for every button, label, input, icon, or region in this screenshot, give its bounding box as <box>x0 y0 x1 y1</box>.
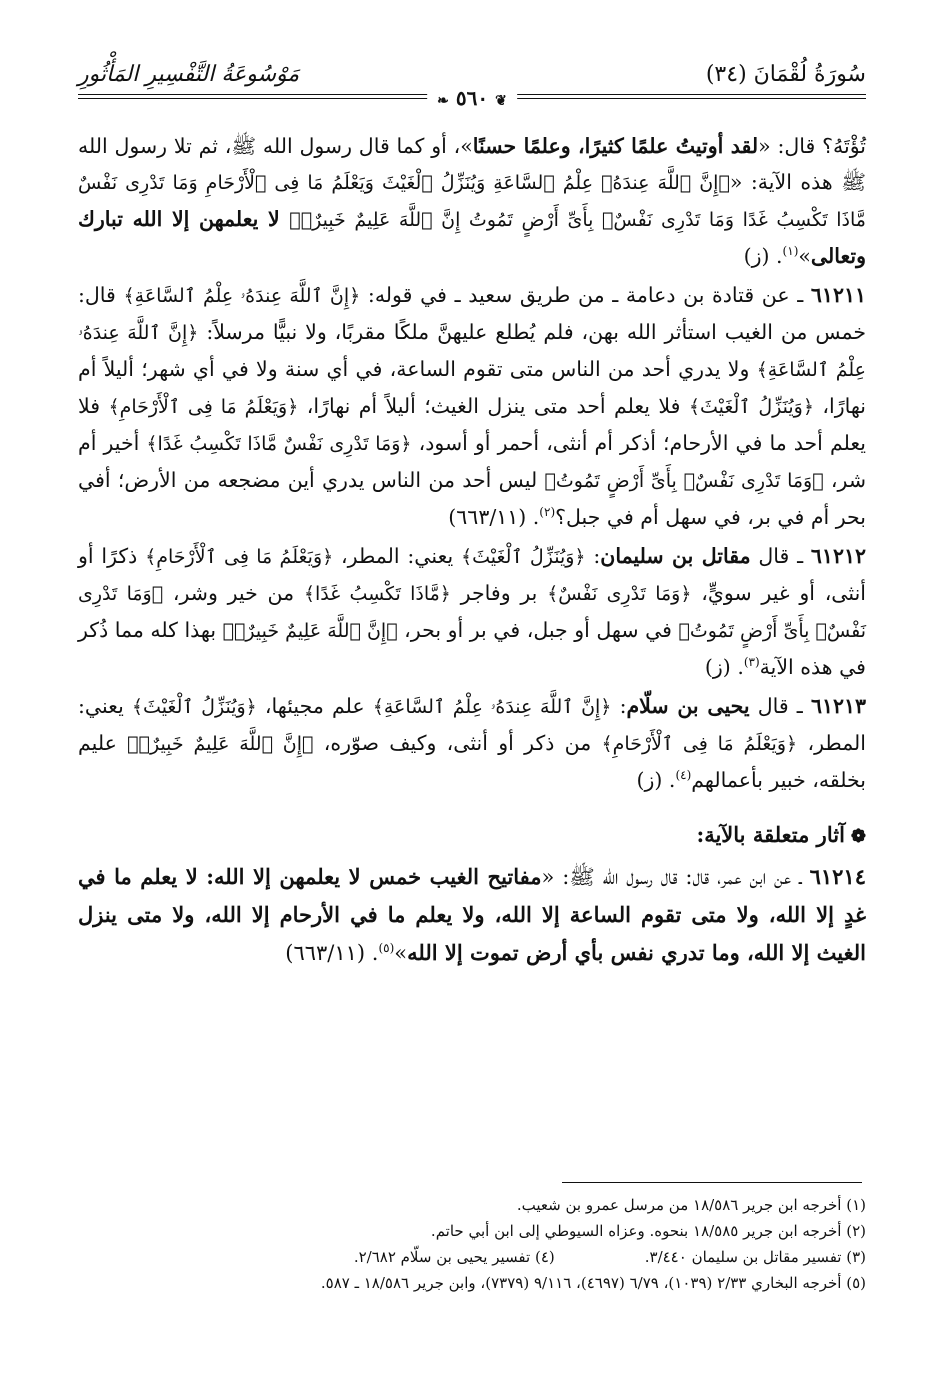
flower-icon: ❁ <box>850 826 866 847</box>
footnote-ref[interactable]: (١) <box>782 244 799 259</box>
footnote-ref[interactable]: (٣) <box>743 655 760 670</box>
quran-verse: ﴿إِنَّ ٱللَّهَ عَلِيمٌ خَبِيرٌۢ﴾ <box>127 733 314 755</box>
text-run: . (ز) <box>704 655 744 679</box>
quran-verse: ﴿مَّاذَا تَكْسِبُ غَدًا﴾ <box>303 583 451 605</box>
quran-verse: ﴿وَيَعْلَمُ مَا فِى ٱلْأَرْحَامِ﴾ <box>601 733 798 755</box>
text-run: : <box>585 544 601 568</box>
text-run: في سهل أو جبل، في بر أو بحر، <box>397 618 679 642</box>
footnote-divider <box>562 1182 862 1183</box>
text-run: عليم بخلقه، خبير بأعمالهم <box>78 731 866 792</box>
surah-title: سُورَةُ لُقْمَانَ (٣٤) <box>705 62 866 87</box>
text-run: تُؤْتَهُ؟ قال: « <box>758 134 866 158</box>
footnote-ref[interactable]: (٤) <box>675 768 692 783</box>
quran-verse: ﴿وَمَا تَدْرِى نَفْسٌ﴾ <box>547 583 692 605</box>
quran-verse: ﴿إِنَّ ٱللَّهَ عِندَهُۥ عِلْمُ ٱلسَّاعَةِ وَيُنَزِّلُ ٱلْغَيْثَ وَيَعْلَمُ مَا فِى ٱلْأَرْحَامِ وَمَا تَدْرِى نَفْسٌ مَّاذَا تَكْسِبُ غَدًا وَمَا تَدْرِى نَفْسٌۢ بِأَىِّ أَرْضٍ تَمُوتُ إِنَّ ٱللَّهَ عَلِيمٌ خَبِيرٌۢ﴾ <box>78 172 866 231</box>
footnote-ref[interactable]: (٢) <box>539 505 556 520</box>
quran-verse: ﴿وَمَا تَدْرِى نَفْسٌ مَّاذَا تَكْسِبُ غَدًا﴾ <box>146 433 412 455</box>
book-title: مَوْسُوعَةُ التَّفْسِيرِ المَأْثُورِ <box>78 62 300 87</box>
quran-verse: ﴿وَمَا تَدْرِى نَفْسٌۢ بِأَىِّ أَرْضٍ تَمُوتُ﴾ <box>544 470 824 492</box>
text-run: ولا يدري أحد من الناس متى تقوم الساعة، في أي سنة ولا في أي شهر؛ أليلاً أم نهارًا، <box>78 357 866 418</box>
quran-verse: ﴿وَيَعْلَمُ مَا فِى ٱلْأَرْحَامِ﴾ <box>145 546 334 568</box>
ornament-right-icon: ❦ <box>495 93 507 109</box>
text-run: ذكرًا أو أنثى، أو غير سويٍّ، <box>78 544 866 605</box>
text-run: علم مجيئها، <box>256 694 373 718</box>
quran-verse: ﴿إِنَّ ٱللَّهَ عِندَهُۥ عِلْمُ ٱلسَّاعَةِ﴾ <box>123 285 361 307</box>
narrator-name: مقاتل بن سليمان <box>600 544 751 568</box>
paragraph-61213 <box>78 688 866 798</box>
quran-verse: ﴿وَيَعْلَمُ مَا فِى ٱلْأَرْحَامِ﴾ <box>108 396 299 418</box>
ornament-left-icon: ❧ <box>437 93 449 109</box>
paragraph-61212 <box>78 538 866 685</box>
text-run: من ذكر أو أنثى، وكيف صوّره، <box>313 731 602 755</box>
footnote-row-3-4 <box>78 1244 866 1270</box>
footnote-5: (٥) أخرجه البخاري ٢/٣٣ (١٠٣٩)، ٦/٧٩ (٤٦٩٧)، ٩/١١٦ (٧٣٧٩)، وابن جرير ١٨/٥٨٦ ـ ٥٨٧. <box>320 1274 866 1292</box>
paragraph-61214 <box>78 858 866 972</box>
text-run: » <box>394 941 408 965</box>
text-run: من خير وشر، <box>163 581 304 605</box>
text-run: ـ عن قتادة بن دعامة ـ من طريق سعيد ـ في قوله: <box>360 283 811 307</box>
text-run: ـ عن ابن عمر، قال: قال رسول الله ﷺ: « <box>541 865 810 889</box>
footnote-1: (١) أخرجه ابن جرير ١٨/٥٨٦ من مرسل عمرو بن شعيب. <box>516 1196 866 1214</box>
section-heading <box>78 818 866 854</box>
page-number-block <box>427 86 517 110</box>
narration-number: ٦١٢١١ <box>810 283 866 307</box>
text-run: ـ قال <box>749 694 811 718</box>
narration-number: ٦١٢١٤ <box>809 864 866 889</box>
page-number: ٥٦٠ <box>455 86 489 110</box>
text-run: قال: خمس من الغيب استأثر الله بهن، فلم يُطلع عليهنَّ ملكًا مقربًا، ولا نبيًّا مرسلاً: <box>78 283 866 344</box>
text-run: فلا يعلم أحد متى ينزل الغيث؛ أليلاً أم نهارًا، <box>298 394 689 418</box>
bold-quote: لا يعلمهن إلا الله تبارك وتعالى <box>78 207 866 268</box>
text-run: يعني: المطر، <box>78 694 866 755</box>
quran-verse: ﴿وَيُنَزِّلُ ٱلْغَيْثَ﴾ <box>688 396 814 418</box>
quran-verse: ﴿وَيُنَزِّلُ ٱلْغَيْثَ﴾ <box>460 546 586 568</box>
text-run: . (٦٦٣/١١) <box>448 505 540 529</box>
text-run: . (ز) <box>743 244 783 268</box>
footnote-3: (٣) تفسير مقاتل بن سليمان ٣/٤٤٠. <box>644 1248 866 1266</box>
footnote-2: (٢) أخرجه ابن جرير ١٨/٥٨٥ بنحوه. وعزاه السيوطي إلى ابن أبي حاتم. <box>430 1222 866 1240</box>
text-run: »، أو كما قال رسول الله ﷺ، ثم تلا رسول الله ﷺ هذه الآية: « <box>78 134 866 194</box>
text-run: . (ز) <box>636 768 676 792</box>
footnote-4: (٤) تفسير يحيى بن سلّام ٢/٦٨٢. <box>353 1248 555 1266</box>
quran-verse: ﴿إِنَّ ٱللَّهَ عِندَهُۥ عِلْمُ ٱلسَّاعَةِ﴾ <box>372 696 612 718</box>
hadith-text: مفاتيح الغيب خمس لا يعلمهن إلا الله: لا يعلم ما في غدٍ إلا الله، ولا متى تقوم الساعة إلا الله، ولا يعلم ما في الأرحام إلا الله، ولا متى ينزل الغيث إلا الله، وما تدري نفس بأي أرض تموت إلا الله <box>78 864 866 965</box>
text-run: » <box>798 244 811 268</box>
paragraph-61211 <box>78 277 866 535</box>
narration-number: ٦١٢١٢ <box>810 544 866 568</box>
text-run: : <box>611 694 627 718</box>
quran-verse: ﴿وَمَا تَدْرِى نَفْسٌۢ بِأَىِّ أَرْضٍ تَمُوتُ﴾ <box>78 583 866 642</box>
text-run: فلا يعلم أحد ما في الأرحام؛ أذكر أم أنثى، أحمر أو أسود، <box>78 394 866 455</box>
paragraph-continuation <box>78 128 866 274</box>
footnote-ref[interactable]: (٥) <box>378 941 395 955</box>
footnotes <box>78 1192 866 1296</box>
page-header <box>78 58 866 110</box>
quran-verse: ﴿إِنَّ ٱللَّهَ عِندَهُۥ عِلْمُ ٱلسَّاعَةِ﴾ <box>78 322 866 381</box>
bold-quote: لقد أوتيتُ علمًا كثيرًا، وعلمًا حسنًا <box>472 134 759 158</box>
text-run: يعني: المطر، <box>333 544 461 568</box>
narration-number: ٦١٢١٣ <box>810 694 866 718</box>
text-run: أخير أم شر، <box>78 431 867 492</box>
text-run: ـ قال <box>750 544 811 568</box>
main-text <box>78 128 866 975</box>
quran-verse: ﴿إِنَّ ٱللَّهَ عَلِيمٌ خَبِيرٌۢ﴾ <box>222 620 398 642</box>
quran-verse: ﴿وَيُنَزِّلُ ٱلْغَيْثَ﴾ <box>131 696 257 718</box>
text-run: بر وفاجر <box>450 581 548 605</box>
narrator-name: يحيى بن سلّام <box>626 694 750 718</box>
text-run: بهذا كله مما ذُكر في هذه الآية <box>78 618 866 679</box>
text-run: . (٦٦٣/١١) <box>285 941 379 965</box>
section-title-text: آثار متعلقة بالآية: <box>696 822 845 847</box>
text-run: ليس أحد من الناس يدري أين مضجعه من الأرض؛ أفي بحر أم في بر، في سهل أم في جبل؟ <box>78 468 866 529</box>
